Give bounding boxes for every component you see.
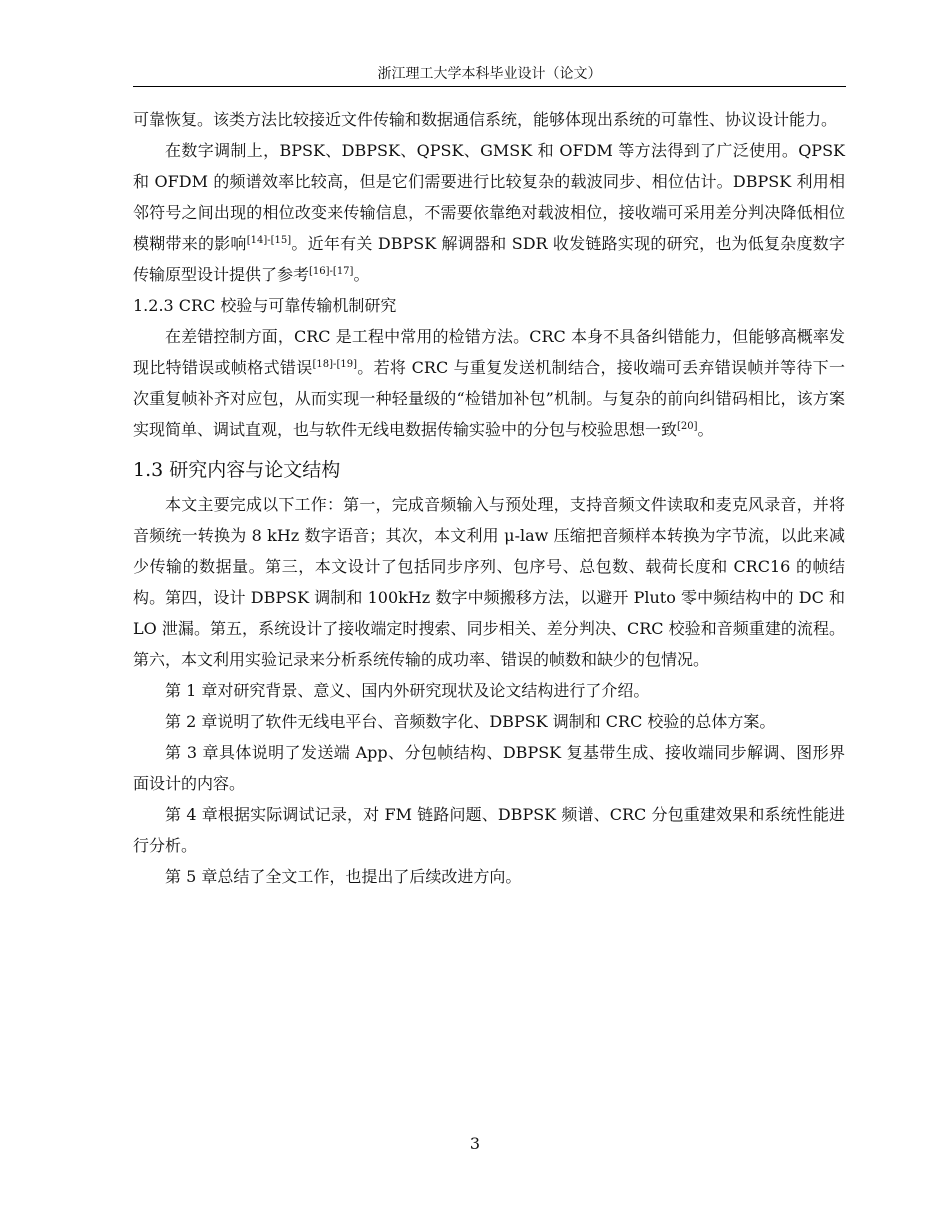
text-run: 。 [697,420,714,439]
text-run: 。若将 CRC 与重复发送机制结合，接收端可丢弃错误帧并等待下一次重复帧补齐对应包，从而实现一种轻量级的“检错加补包”机制。与复杂的前向纠错码相比，该方案实现简单、调试直观，也与软件无线电数据传输实验中的分包与校验思想一致 [133,358,845,439]
page-number: 3 [469,1134,481,1153]
citation: [20] [677,421,698,432]
text-run: 。近年有关 DBPSK 解调器和 SDR 收发链路实现的研究，也为低复杂度数字传输原型设计提供了参考 [133,234,845,284]
header-rule [133,86,846,87]
paragraph-chapter-5: 第 5 章总结了全文工作，也提出了后续改进方向。 [165,867,522,886]
paragraph-chapter-2: 第 2 章说明了软件无线电平台、音频数字化、DBPSK 调制和 CRC 校验的总体方案。 [165,712,776,731]
text-run: 。 [353,265,370,284]
citation: [14]-[15] [246,235,292,246]
paragraph-chapter-4: 第 4 章根据实际调试记录，对 FM 链路问题、DBPSK 频谱、CRC 分包重建效果和系统性能进行分析。 [133,805,845,855]
text-run: 在差错控制方面，CRC 是工程中常用的检错方法。CRC 本身不具备纠错能力，但能够高概率发现比特错误或帧格式错误 [133,327,845,377]
section-heading-1-3: 1.3 研究内容与论文结构 [133,459,341,481]
citation: [18]-[19] [312,359,357,370]
running-header: 浙江理工大学本科毕业设计（论文） [377,66,602,82]
text-run: 在数字调制上，BPSK、DBPSK、QPSK、GMSK 和 OFDM 等方法得到了广泛使用。QPSK 和 OFDM 的频谱效率比较高，但是它们需要进行比较复杂的载波同步、相位估计。DBPSK 利用相邻符号之间出现的相位改变来传输信息，不需要依靠绝对载波相位，接收端可采用差分判决降低相位模糊带来的影响 [133,141,845,253]
body-text [133,104,845,892]
paragraph-research-content: 本文主要完成以下工作：第一，完成音频输入与预处理，支持音频文件读取和麦克风录音，并将音频统一转换为 8 kHz 数字语音；其次，本文利用 μ-law 压缩把音频样本转换为字节流，以此来减少传输的数据量。第三，本文设计了包括同步序列、包序号、总包数、载荷长度和 CRC16 的帧结构。第四，设计 DBPSK 调制和 100kHz 数字中频搬移方法，以避开 Pluto 零中频结构中的 DC 和 LO 泄漏。第五，系统设计了接收端定时搜索、同步相关、差分判决、CRC 校验和音频重建的流程。第六，本文利用实验记录来分析系统传输的成功率、错误的帧数和缺少的包情况。 [133,495,845,669]
paragraph-chapter-3: 第 3 章具体说明了发送端 App、分包帧结构、DBPSK 复基带生成、接收端同步解调、图形界面设计的内容。 [133,743,845,793]
paragraph-continued: 可靠恢复。该类方法比较接近文件传输和数据通信系统，能够体现出系统的可靠性、协议设计能力。 [133,110,838,129]
section-heading-1-2-3: 1.2.3 CRC 校验与可靠传输机制研究 [133,296,397,315]
paragraph-crc [133,321,845,445]
paragraph-digital-modulation [133,135,845,290]
paragraph-chapter-1: 第 1 章对研究背景、意义、国内外研究现状及论文结构进行了介绍。 [165,681,650,700]
citation: [16]-[17] [309,266,354,277]
